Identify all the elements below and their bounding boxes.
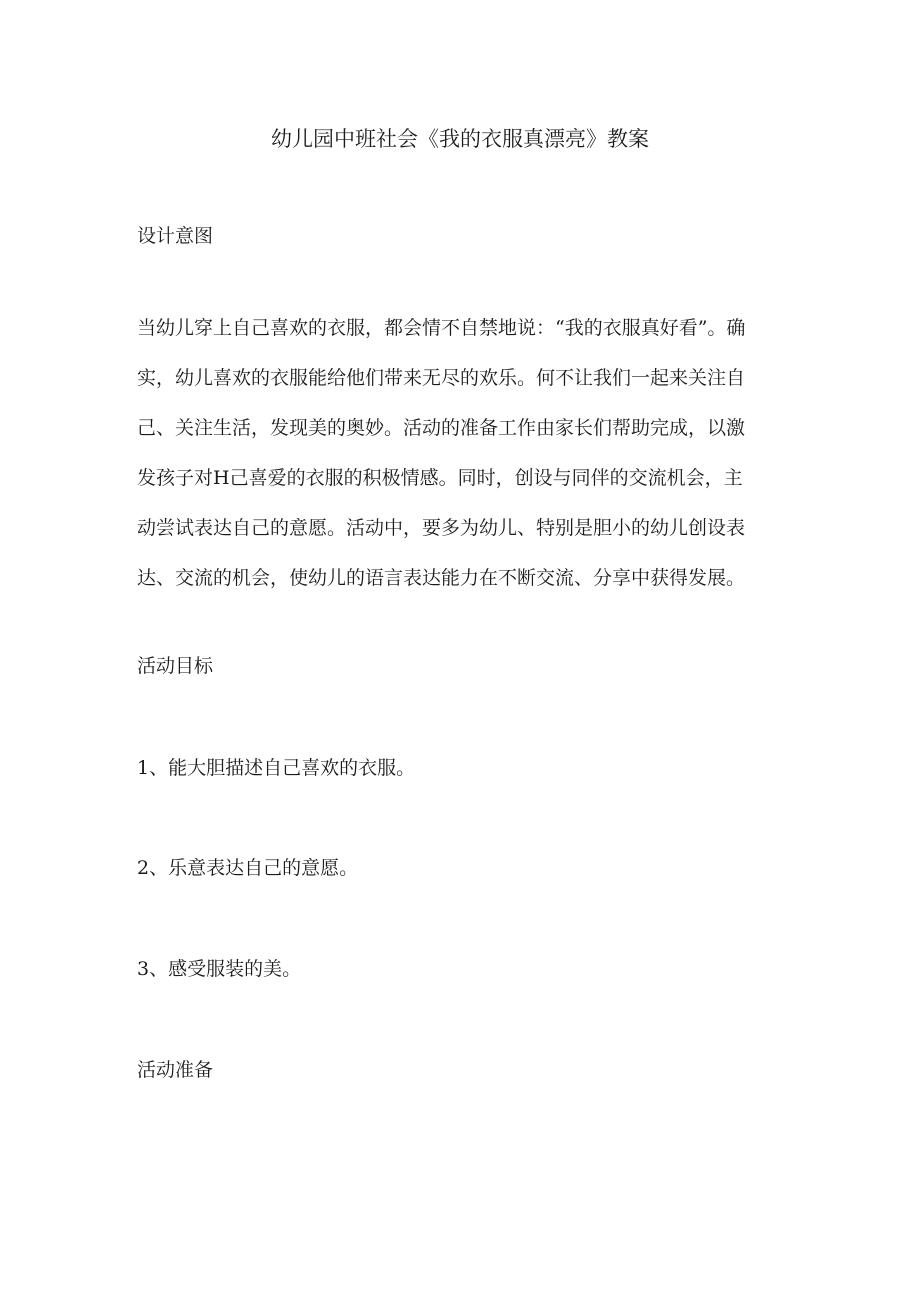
paragraph-line: 发孩子对H己喜爱的衣服的积极情感。同时，创设与同伴的交流机会，主 [137,467,743,489]
paragraph-line: 当幼儿穿上自己喜欢的衣服，都会情不自禁地说：“我的衣服真好看”。确 [137,317,746,339]
paragraph-line: 实，幼儿喜欢的衣服能给他们带来无尽的欢乐。何不让我们一起来关注自 [137,367,746,389]
paragraph-line: 达、交流的机会，使幼儿的语言表达能力在不断交流、分享中获得发展。 [137,567,746,589]
goal-item: 1、能大胆描述自己喜欢的衣服。 [137,757,416,779]
section-heading-design-intent: 设计意图 [137,225,214,247]
goal-item: 3、感受服装的美。 [137,958,302,980]
paragraph-line: 动尝试表达自己的意愿。活动中，要多为幼儿、特别是胆小的幼儿创设表 [137,517,746,539]
goal-item: 2、乐意表达自己的意愿。 [137,857,359,879]
section-heading-goals: 活动目标 [137,655,214,677]
paragraph-line: 己、关注生活，发现美的奥妙。活动的准备工作由家长们帮助完成，以激 [137,417,746,439]
section-heading-preparation: 活动准备 [137,1059,214,1081]
document-title: 幼儿园中班社会《我的衣服真漂亮》教案 [271,127,649,151]
design-intent-paragraph [137,303,797,603]
